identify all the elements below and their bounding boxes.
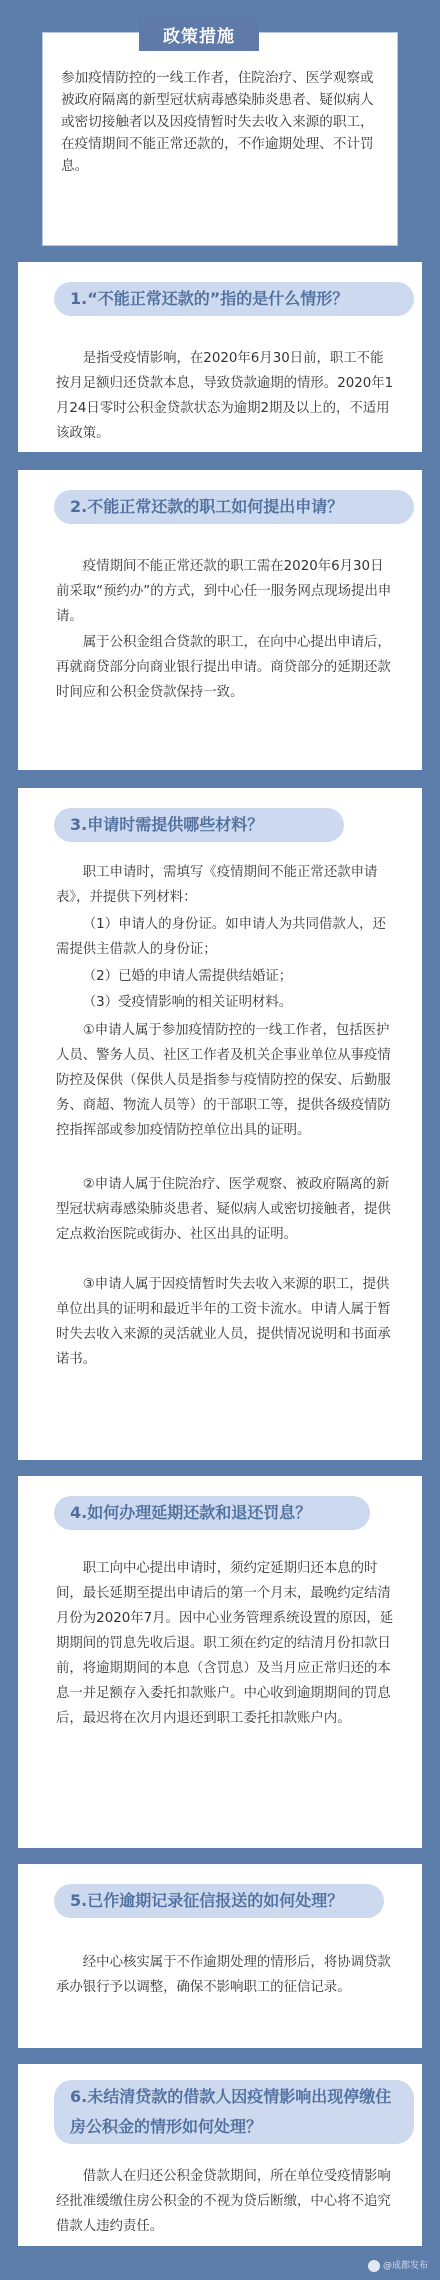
section-3-paragraph-2: （1）申请人的身份证。如申请人为共同借款人，还需提供主借款人的身份证； [56,917,386,957]
watermark-text: @成都发布 [382,2261,428,2271]
section-3-paragraph-3: （2）已婚的申请人需提供结婚证； [82,969,293,984]
section-2-paragraph-1: 疫情期间不能正常还款的职工需在2020年6月30日前采取“预约办”的方式，到中心任一服务网点现场提出申请。 [56,559,392,624]
section-5-question: 5.已作逾期记录征信报送的如何处理？ [54,1884,384,1918]
section-5-card [18,1864,422,2048]
section-3-paragraph-7: ③申请人属于因疫情暂时失去收入来源的职工，提供单位出具的证明和最近半年的工资卡流水。申请人属于暂时失去收入来源的灵活就业人员，提供情况说明和书面承诺书。 [56,1277,391,1367]
footer [0,2246,440,2280]
section-4-card [18,1476,422,1848]
policy-intro-text: 参加疫情防控的一线工作者，住院治疗、医学观察或被政府隔离的新型冠状病毒感染肺炎患者、疑似病人或密切接触者以及因疫情暂时失去收入来源的职工，在疫情期间不能正常还款的，不作逾期处理、不计罚息。 [61,70,374,174]
section-6-card [18,2064,422,2246]
section-6-question: 6.未结清贷款的借款人因疫情影响出现停缴住房公积金的情形如何处理？ [54,2080,414,2144]
section-3-paragraph-1: 职工申请时，需填写《疫情期间不能正常还款申请表》，并提供下列材料： [56,865,378,905]
policy-intro-box [42,26,398,246]
section-1-paragraph-1: 是指受疫情影响，在2020年6月30日前，职工不能按月足额归还贷款本息，导致贷款逾期的情形。2020年1月24日零时公积金贷款状态为逾期2期及以上的，不适用该政策。 [56,351,394,441]
weibo-icon [368,2260,380,2272]
section-2-question: 2.不能正常还款的职工如何提出申请？ [54,490,414,524]
policy-tab-label: 政策措施 [139,17,259,51]
section-3-card [18,788,422,1460]
section-1-card [18,262,422,452]
section-3-paragraph-5: ①申请人属于参加疫情防控的一线工作者，包括医护人员、警务人员、社区工作者及机关企事业单位从事疫情防控及保供（保供人员是指参与疫情防控的保安、后勤服务、商超、物流人员等）的干部职工等，提供各级疫情防控指挥部或参加疫情防控单位出具的证明。 [56,1023,391,1138]
section-3-paragraph-4: （3）受疫情影响的相关证明材料。 [82,995,293,1010]
section-4-paragraph-1: 职工向中心提出申请时，须约定延期归还本息的时间，最长延期至提出申请后的第一个月末，最晚约定结清月份为2020年7月。因中心业务管理系统设置的原因，延期期间的罚息先收后退。职工须在约定的结清月份扣款日前，将逾期期间的本息（含罚息）及当月应正常归还的本息一并足额存入委托扣款账户。中心收到逾期期间的罚息后，最迟将在次月内退还到职工委托扣款账户内。 [56,1561,394,1726]
section-2-paragraph-2: 属于公积金组合贷款的职工，在向中心提出申请后，再就商贷部分向商业银行提出申请。商贷部分的延期还款时间应和公积金贷款保持一致。 [56,635,391,700]
section-2-card [18,470,422,770]
section-1-question: 1.“不能正常还款的”指的是什么情形？ [54,282,414,316]
section-3-paragraph-6: ②申请人属于住院治疗、医学观察、被政府隔离的新型冠状病毒感染肺炎患者、疑似病人或密切接触者，提供定点救治医院或街办、社区出具的证明。 [56,1177,391,1242]
section-5-paragraph-1: 经中心核实属于不作逾期处理的情形后，将协调贷款承办银行予以调整，确保不影响职工的征信记录。 [56,1955,391,1995]
section-6-paragraph-1: 借款人在归还公积金贷款期间，所在单位受疫情影响经批准缓缴住房公积金的不视为贷后断缴，中心将不追究借款人违约责任。 [56,2169,391,2234]
watermark [368,2258,428,2272]
section-4-question: 4.如何办理延期还款和退还罚息？ [54,1496,370,1530]
section-3-question: 3.申请时需提供哪些材料？ [54,808,344,842]
